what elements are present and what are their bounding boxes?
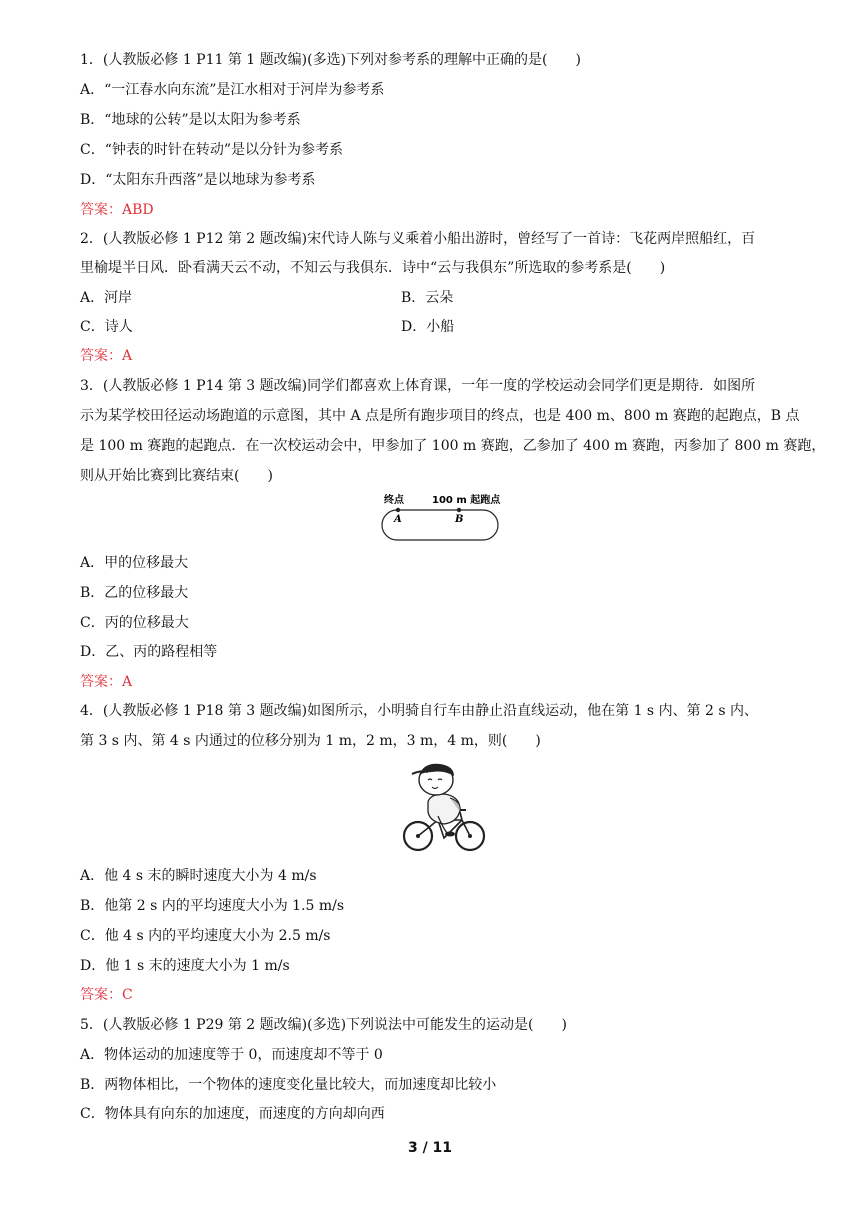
point-a-marker [396, 508, 400, 512]
q5-option-b: B．两物体相比，一个物体的速度变化量比较大，而加速度却比较小 [80, 1077, 497, 1093]
q5-option-a: A．物体运动的加速度等于 0，而速度却不等于 0 [80, 1047, 383, 1063]
label-100m-start: 100 m 起跑点 [432, 495, 501, 506]
q2-answer: 答案：A [80, 348, 133, 364]
q3-answer: 答案：A [80, 674, 133, 690]
q3-option-c: C．丙的位移最大 [80, 615, 189, 631]
track-diagram [370, 490, 510, 546]
q3-stem-line-1: 3．(人教版必修 1 P14 第 3 题改编)同学们都喜欢上体育课，一年一度的学校运动会同学们更是期待．如图所 [80, 378, 756, 394]
q4-stem-line-1: 4．(人教版必修 1 P18 第 3 题改编)如图所示，小明骑自行车由静止沿直线运动，他在第 1 s 内、第 2 s 内、 [80, 703, 759, 719]
cyclist-illustration [398, 760, 488, 856]
q2-option-a: A．河岸 [80, 290, 133, 306]
rider-body [428, 794, 460, 824]
q3-stem-line-3: 是 100 m 赛跑的起跑点．在一次校运动会中，甲参加了 100 m 赛跑，乙参加了 400 m 赛跑，丙参加了 800 m 赛跑， [80, 438, 826, 454]
q4-option-a: A．他 4 s 末的瞬时速度大小为 4 m/s [80, 868, 317, 884]
q1-stem: 1．(人教版必修 1 P11 第 1 题改编)(多选)下列对参考系的理解中正确的是( ) [80, 52, 581, 68]
q1-option-a: A．“一江春水向东流”是江水相对于河岸为参考系 [80, 82, 385, 98]
q2-option-c: C．诗人 [80, 319, 133, 335]
label-point-b: B [455, 514, 464, 525]
q4-option-d: D．他 1 s 末的速度大小为 1 m/s [80, 958, 290, 974]
page-number: 3 / 11 [407, 1140, 453, 1156]
q2-option-b: B．云朵 [401, 290, 454, 306]
q1-option-b: B．“地球的公转”是以太阳为参考系 [80, 112, 301, 128]
q4-option-c: C．他 4 s 内的平均速度大小为 2.5 m/s [80, 928, 331, 944]
q4-stem-line-2: 第 3 s 内、第 4 s 内通过的位移分别为 1 m，2 m，3 m，4 m，则( ) [80, 733, 541, 749]
q1-answer: 答案：ABD [80, 202, 154, 218]
q1-option-c: C．“钟表的时针在转动”是以分针为参考系 [80, 142, 344, 158]
q2-stem-line-2: 里榆堤半日风．卧看满天云不动，不知云与我俱东．诗中“云与我俱东”所选取的参考系是( ) [80, 260, 666, 276]
q3-option-b: B．乙的位移最大 [80, 585, 189, 601]
q4-answer: 答案：C [80, 987, 133, 1003]
q5-stem: 5．(人教版必修 1 P29 第 2 题改编)(多选)下列说法中可能发生的运动是( ) [80, 1017, 567, 1033]
q3-option-a: A．甲的位移最大 [80, 555, 189, 571]
q5-option-c: C．物体具有向东的加速度，而速度的方向却向西 [80, 1106, 385, 1122]
q1-option-d: D．“太阳东升西落”是以地球为参考系 [80, 172, 316, 188]
label-point-a: A [394, 514, 402, 525]
q3-stem-line-2: 示为某学校田径运动场跑道的示意图，其中 A 点是所有跑步项目的终点，也是 400 m、800 m 赛跑的起跑点，B 点 [80, 408, 800, 424]
q2-option-d: D．小船 [401, 319, 455, 335]
q4-option-b: B．他第 2 s 内的平均速度大小为 1.5 m/s [80, 898, 345, 914]
q2-stem-line-1: 2．(人教版必修 1 P12 第 2 题改编)宋代诗人陈与义乘着小船出游时，曾经写了一首诗：飞花两岸照船红，百 [80, 231, 756, 247]
q3-option-d: D．乙、丙的路程相等 [80, 644, 218, 660]
point-b-marker [457, 508, 461, 512]
label-end-point: 终点 [384, 495, 404, 506]
q3-stem-line-4: 则从开始比赛到比赛结束( ) [80, 468, 273, 484]
